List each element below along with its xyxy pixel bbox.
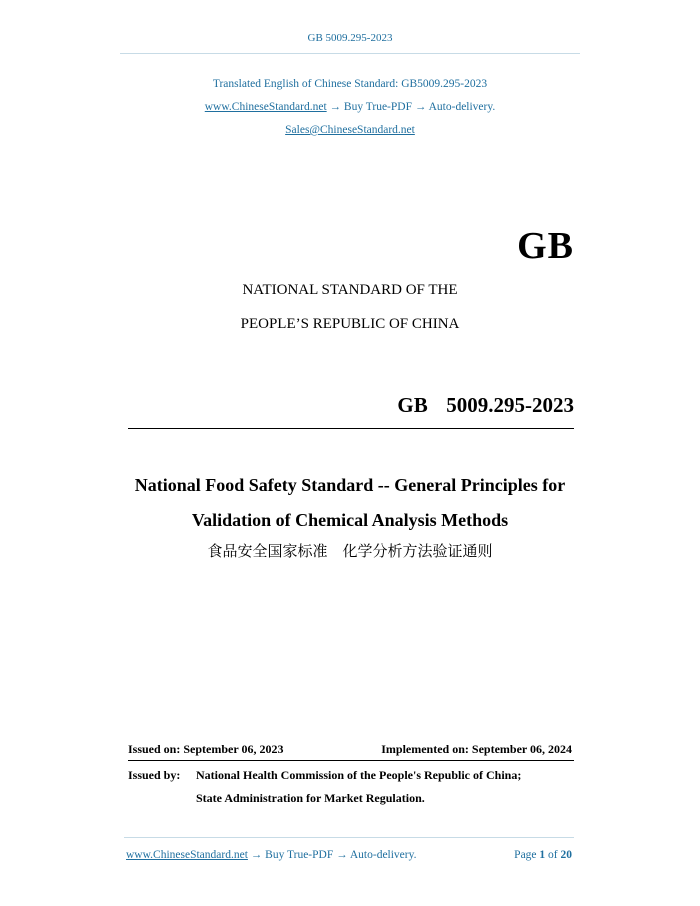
arrow-icon: → (414, 101, 427, 113)
buy-text: Buy True-PDF (343, 101, 412, 113)
standard-number: GB 5009.295-2023 (397, 393, 574, 417)
footer-site-link[interactable]: www.ChineseStandard.net (126, 849, 248, 861)
page-word: Page (514, 849, 537, 861)
national-standard-line-2: PEOPLE’S REPUBLIC OF CHINA (240, 316, 460, 332)
header-rule (120, 53, 580, 54)
title-chinese: 食品安全国家标准 化学分析方法验证通则 (207, 542, 493, 560)
issuer-line-2: State Administration for Market Regulation. (196, 791, 425, 805)
translation-line: Translated English of Chinese Standard: GB5009.295-2023 (212, 78, 488, 90)
of-word: of (548, 849, 558, 861)
title-line-1: National Food Safety Standard -- General Principles for (134, 475, 566, 495)
issued-date: Issued on: September 06, 2023 (128, 742, 284, 756)
national-standard-line-1: NATIONAL STANDARD OF THE (242, 282, 458, 298)
title-line-2: Validation of Chemical Analysis Methods (191, 510, 509, 530)
dates-rule (128, 760, 574, 761)
implemented-date: Implemented on: September 06, 2024 (381, 742, 572, 756)
gb-mark: GB (517, 225, 574, 267)
delivery-text: Auto-delivery. (428, 101, 496, 113)
running-title: GB 5009.295-2023 (307, 32, 393, 44)
buy-line (0, 101, 700, 113)
translation-notice (0, 78, 700, 90)
footer-buy-text: Buy True-PDF (265, 849, 334, 861)
footer-delivery-text: Auto-delivery. (349, 849, 417, 861)
standard-number-rule (128, 428, 574, 429)
arrow-icon: → (250, 849, 263, 861)
site-link[interactable]: www.ChineseStandard.net (204, 101, 327, 113)
email-link[interactable]: Sales@ChineseStandard.net (285, 124, 415, 136)
arrow-icon: → (336, 849, 348, 861)
page-current: 1 (539, 849, 546, 861)
page-indicator (514, 849, 572, 861)
issuer-line-1: National Health Commission of the People's Republic of China; (196, 768, 522, 782)
footer-buy-line (126, 849, 417, 861)
issued-by-label: Issued by: (128, 768, 181, 782)
arrow-icon: → (329, 101, 342, 113)
email-line (0, 124, 700, 136)
running-header (0, 32, 700, 44)
footer-rule (124, 837, 574, 838)
page-total: 20 (560, 849, 572, 861)
